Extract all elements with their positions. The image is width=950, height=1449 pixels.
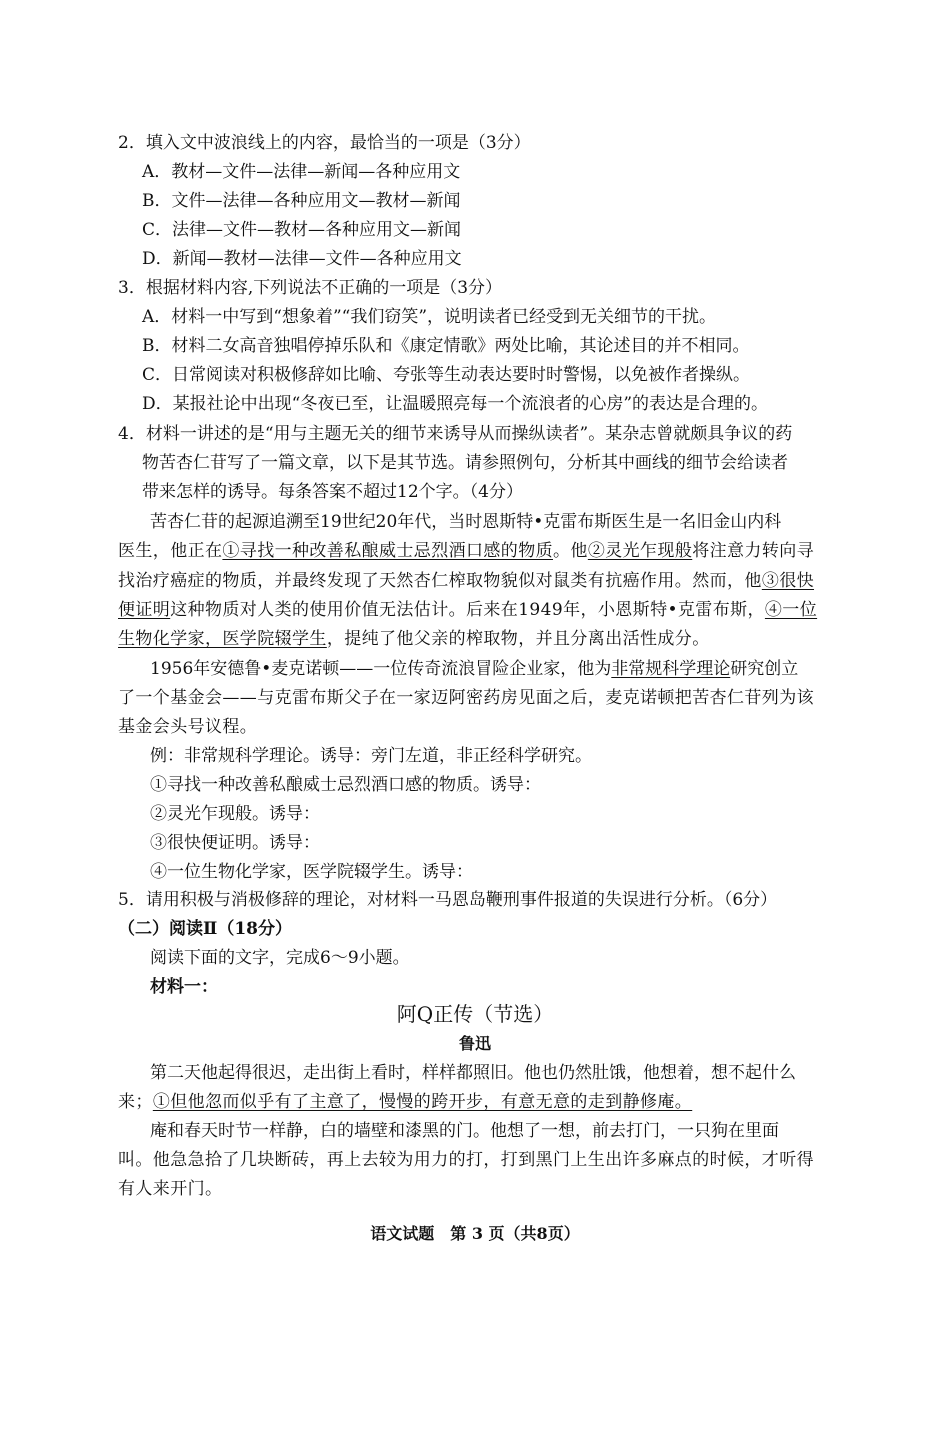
- question-2-option-c: C．法律—文件—教材—各种应用文—新闻: [142, 220, 462, 240]
- underlined-example: 非常规科学理论: [611, 659, 731, 679]
- passage-text: 研究创立: [730, 659, 799, 679]
- passage-line-3: [118, 570, 950, 592]
- question-3-option-b: B．材料二女高音独唱停掉乐队和《康定情歌》两处比喻，其论述目的并不相同。: [142, 336, 750, 356]
- question-4-item-2: ②灵光乍现般。诱导：: [150, 804, 320, 824]
- story-author: 鲁迅: [458, 1034, 491, 1053]
- passage-text: 将注意力转向寻: [692, 541, 815, 561]
- question-4-item-3: ③很快便证明。诱导：: [150, 833, 320, 853]
- story-title: 阿Q正传（节选）: [396, 1002, 554, 1026]
- question-4-item-4: ④一位生物化学家，医学院辍学生。诱导：: [150, 862, 473, 882]
- question-4-stem-line-3: 带来怎样的诱导。每条答案不超过12个字。（4分）: [142, 482, 523, 502]
- passage-line-5: [118, 628, 950, 650]
- story-text: 来；: [118, 1092, 153, 1112]
- passage-line-6: [150, 658, 950, 680]
- passage-line-1: 苦杏仁苷的起源追溯至19世纪20年代，当时恩斯特•克雷布斯医生是一名旧金山内科: [150, 512, 782, 532]
- passage-line-4: [118, 599, 950, 621]
- section-instruction: 阅读下面的文字，完成6～9小题。: [150, 948, 410, 968]
- underlined-sentence-1: ①但他忽而似乎有了主意了，慢慢的跨开步，有意无意的走到静修庵。: [152, 1092, 693, 1112]
- passage-line-2: [118, 540, 950, 562]
- passage-text: ，提纯了他父亲的榨取物，并且分离出活性成分。: [326, 629, 710, 649]
- section-heading: （二）阅读Ⅱ（18分）: [118, 919, 292, 939]
- underlined-detail-4: ④一位: [764, 600, 818, 620]
- story-p2-line-2: 叫。他急急拾了几块断砖，再上去较为用力的打，打到黑门上生出许多麻点的时候，才听得: [118, 1150, 814, 1170]
- underlined-detail-4-cont: 生物化学家，医学院辍学生: [118, 629, 327, 649]
- passage-text: 。他: [553, 541, 588, 561]
- page-footer: 语文试题 第 3 页（共8页）: [370, 1224, 580, 1243]
- question-3-stem: 3．根据材料内容,下列说法不正确的一项是（3分）: [118, 278, 503, 298]
- underlined-detail-3: ③很快: [761, 571, 815, 591]
- story-p1-line-1: 第二天他起得很迟，走出街上看时，样样都照旧。他也仍然肚饿，他想着，想不起什么: [150, 1063, 796, 1083]
- underlined-detail-3-cont: 便证明: [118, 600, 171, 620]
- passage-line-7: 了一个基金会——与克雷布斯父子在一家迈阿密药房见面之后，麦克诺顿把苦杏仁苷列为该: [118, 688, 814, 708]
- passage-text: 医生，他正在: [118, 541, 223, 561]
- story-p1-line-2: [118, 1091, 950, 1113]
- question-3-option-a: A．材料一中写到“想象着”“我们窃笑”，说明读者已经受到无关细节的干扰。: [142, 307, 717, 327]
- underlined-detail-2: ②灵光乍现般: [587, 541, 693, 561]
- passage-text: 这种物质对人类的使用价值无法估计。后来在1949年，小恩斯特•克雷布斯，: [170, 600, 765, 620]
- question-4-stem-line-1: 4．材料一讲述的是“用与主题无关的细节来诱导从而操纵读者”。某杂志曾就颇具争议的药: [118, 424, 793, 444]
- story-p2-line-1: 庵和春天时节一样静，白的墙壁和漆黑的门。他想了一想，前去打门，一只狗在里面: [150, 1121, 779, 1141]
- question-2-option-b: B．文件—法律—各种应用文—教材—新闻: [142, 191, 461, 211]
- question-2-stem: 2．填入文中波浪线上的内容，最恰当的一项是（3分）: [118, 133, 531, 153]
- question-3-option-d: D．某报社论中出现“冬夜已至，让温暖照亮每一个流浪者的心房”的表达是合理的。: [142, 394, 769, 414]
- question-5-stem: 5．请用积极与消极修辞的理论，对材料一马恩岛鞭刑事件报道的失误进行分析。（6分）: [118, 890, 778, 910]
- underlined-detail-1: ①寻找一种改善私酿威士忌烈酒口感的物质: [222, 541, 554, 561]
- question-3-option-c: C．日常阅读对积极修辞如比喻、夸张等生动表达要时时警惕，以免被作者操纵。: [142, 365, 751, 385]
- question-4-stem-line-2: 物苦杏仁苷写了一篇文章，以下是其节选。请参照例句，分析其中画线的细节会给读者: [142, 453, 788, 473]
- material-label: 材料一：: [150, 977, 218, 997]
- question-2-option-a: A．教材—文件—法律—新闻—各种应用文: [142, 162, 461, 182]
- question-4-item-1: ①寻找一种改善私酿威士忌烈酒口感的物质。诱导：: [150, 775, 541, 795]
- question-2-option-d: D．新闻—教材—法律—文件—各种应用文: [142, 249, 462, 269]
- passage-text: 1956年安德鲁•麦克诺顿——一位传奇流浪冒险企业家，他为: [150, 659, 612, 679]
- story-p2-line-3: 有人来开门。: [118, 1179, 223, 1199]
- question-4-example: 例：非常规科学理论。诱导：旁门左道，非正经科学研究。: [150, 746, 592, 766]
- passage-text: 找治疗癌症的物质，并最终发现了天然杏仁榨取物貌似对鼠类有抗癌作用。然而，他: [118, 571, 762, 591]
- passage-line-8: 基金会头号议程。: [118, 717, 258, 737]
